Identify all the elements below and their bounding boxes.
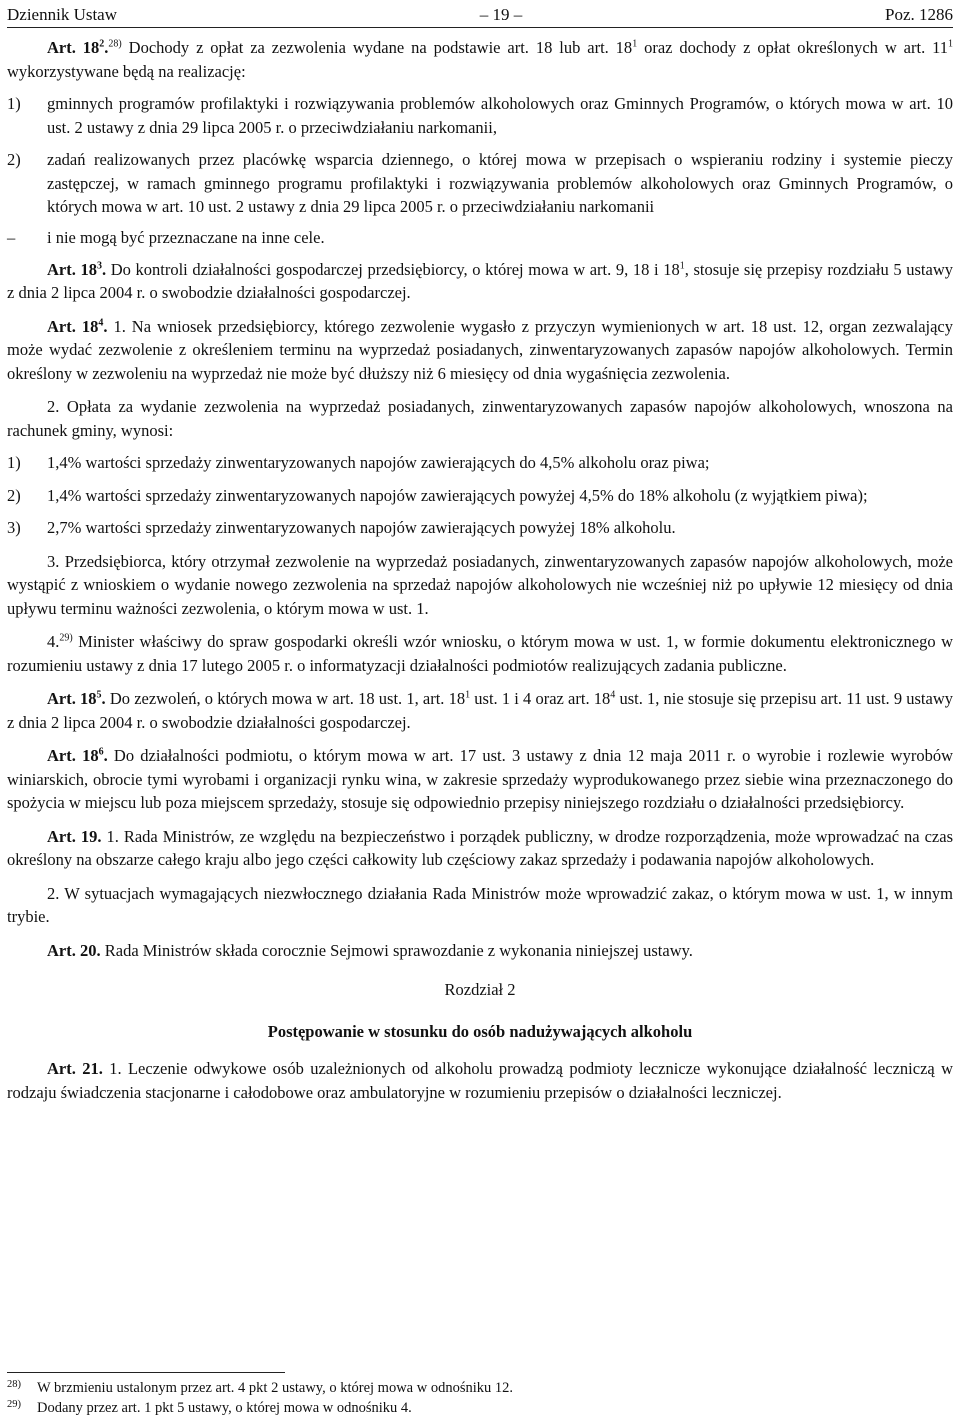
list-item: 1) gminnych programów profilaktyki i rozwiązywania problemów alkoholowych oraz Gminnych Programów, o których mowa w art. 10 ust. 2 ustawy z dnia 29 lipca 2005 r. o przeciwdziałaniu narkomanii,: [7, 94, 953, 137]
chapter-title: Postępowanie w stosunku do osób nadużywających alkoholu: [267, 1022, 693, 1041]
article-label: Art. $18^4$.: [47, 316, 108, 336]
article-18-5: Art. $18^5$. Do zezwoleń, o których mowa w art. 18 ust. 1, art. $18^1$ ust. 1 i 4 oraz art. $18^4$ ust. 1, nie stosuje się przepisu art. 11 ust. 9 ustawy z dnia 2 lipca 2004 r. o swobodzie działalności gospodarczej.: [7, 689, 954, 732]
article-18-3: Art. $18^3$. Do kontroli działalności gospodarczej przedsiębiorcy, o której mowa w art. 9, 18 i $18^1$, stosuje się przepisy rozdziału 5 ustawy z dnia 2 lipca 2004 r. o swobodzie działalności gospodarczej.: [7, 259, 953, 302]
article-label: Art. $18^6$.: [47, 746, 108, 765]
article-label: Art. $18^3$.: [47, 259, 107, 279]
document-body: [7, 28, 953, 1104]
list-item: 1) 1,4% wartości sprzedaży zinwentaryzowanych napojów zawierających do 4,5% alkoholu oraz piwa;: [7, 453, 710, 472]
paragraph: 3. Przedsiębiorca, który otrzymał zezwolenie na wyprzedaż posiadanych, zinwentaryzowanych zapasów napojów alkoholowych, może wystąpić z wnioskiem o wydanie nowego zezwolenia na sprzedaż napojów alkoholowych nie wcześniej niż po upływie 12 miesięcy od dnia upływu terminu ważności zezwolenia, o którym mowa w ust. 1.: [7, 551, 953, 618]
position-number: Poz. 1286: [884, 5, 953, 24]
list-item: 2) 1,4% wartości sprzedaży zinwentaryzowanych napojów zawierających powyżej 4,5% do 18% alkoholu (z wyjątkiem piwa);: [7, 485, 868, 505]
article-18-6: Art. $18^6$. Do działalności podmiotu, o którym mowa w art. 17 ust. 3 ustawy z dnia 12 maja 2011 r. o wyrobie i rozlewie wyrobów winiarskich, obrocie tymi wyrobami i organizacji rynku wina, w zakresie sprzedaży wyprodukowanego przez siebie wina przeznaczonego do spożycia w miejscu lub poza miejscem sprzedaży, stosuje się odpowiednio przepisy niniejszego rozdziału o działalności przedsiębiorcy.: [7, 746, 953, 812]
paragraph: 2. W sytuacjach wymagających niezwłocznego działania Rada Ministrów może wprowadzić zakaz, o którym mowa w ust. 1, w innym trybie.: [7, 883, 953, 926]
article-18-4: Art. $18^4$. 1. Na wniosek przedsiębiorcy, którego zezwolenie wygasło z przyczyn wymienionych w art. 18 ust. 12, organ zezwalający może wydać zezwolenie z określeniem terminu na wyprzedaż posiadanych, zinwentaryzowanych zapasów napojów alkoholowych. Termin określony w zezwoleniu na wyprzedaż nie może być dłuższy niż 6 miesięcy od dnia wygaśnięcia zezwolenia.: [7, 316, 954, 383]
paragraph: 4.$^{29)}$ Minister właściwy do spraw gospodarki określi wzór wniosku, o którym mowa w ust. 1, w formie dokumentu elektronicznego w rozumieniu ustawy z dnia 17 lutego 2005 r. o informatyzacji działalności podmiotów realizujących zadania publiczne.: [7, 632, 953, 675]
article-label: Art. $18^2$.: [47, 38, 109, 57]
page-number: – 19 –: [479, 5, 523, 24]
list-item: 3) 2,7% wartości sprzedaży zinwentaryzowanych napojów zawierających powyżej 18% alkoholu.: [7, 518, 676, 537]
page-header: [7, 0, 953, 28]
list-tail: – i nie mogą być przeznaczane na inne cele.: [7, 227, 325, 247]
article-label: Art. $18^5$.: [47, 689, 106, 708]
chapter-number: Rozdział 2: [444, 980, 516, 999]
article-19: Art. 19. 1. Rada Ministrów, ze względu na bezpieczeństwo i porządek publiczny, w drodze rozporządzenia, może wprowadzać na czas określony na obszarze całego kraju albo jego części całkowity lub częściowy zakaz sprzedaży i podawania napojów alkoholowych.: [7, 826, 953, 869]
footnote: 28) W brzmieniu ustalonym przez art. 4 pkt 2 ustawy, o której mowa w odnośniku 12.: [7, 1379, 513, 1396]
article-label: Art. 20.: [47, 940, 101, 960]
footnote-ref: 29): [59, 632, 73, 644]
footnote-ref: 28): [108, 38, 122, 50]
article-20: Art. 20. Rada Ministrów składa corocznie Sejmowi sprawozdanie z wykonania niniejszej ustawy.: [47, 940, 693, 960]
paragraph: 2. Opłata za wydanie zezwolenia na wyprzedaż posiadanych, zinwentaryzowanych zapasów napojów alkoholowych, wnoszona na rachunek gminy, wynosi:: [7, 397, 953, 440]
journal-name: Dziennik Ustaw: [7, 5, 118, 24]
article-21: Art. 21. 1. Leczenie odwykowe osób uzależnionych od alkoholu prowadzą podmioty lecznicze wykonujące działalność leczniczą w rodzaju świadczenia stacjonarne i całodobowe oraz ambulatoryjne w rozumieniu przepisów o działalności leczniczej.: [7, 1059, 954, 1102]
list-item: 2) zadań realizowanych przez placówkę wsparcia dziennego, o której mowa w przepisach o wspieraniu rodziny i systemie pieczy zastępczej, w ramach gminnego programu profilaktyki i rozwiązywania problemów alkoholowych oraz Gminnych Programów, o których mowa w art. 10 ust. 2 ustawy z dnia 29 lipca 2005 r. o przeciwdziałaniu narkomanii: [7, 150, 953, 216]
document-page: [7, 0, 953, 1104]
footnote-divider: [7, 1372, 285, 1373]
article-label: Art. 21.: [47, 1059, 103, 1078]
footnote: 29) Dodany przez art. 1 pkt 5 ustawy, o której mowa w odnośniku 4.: [7, 1399, 412, 1416]
article-label: Art. 19.: [47, 826, 102, 846]
article-18-2: Art. $18^2.^{28)}$ Dochody z opłat za zezwolenia wydane na podstawie art. 18 lub art. $18^1$ oraz dochody z opłat określonych w art. $11^1$ wykorzystywane będą na realizację:: [7, 38, 953, 81]
footnotes: [7, 1372, 953, 1418]
